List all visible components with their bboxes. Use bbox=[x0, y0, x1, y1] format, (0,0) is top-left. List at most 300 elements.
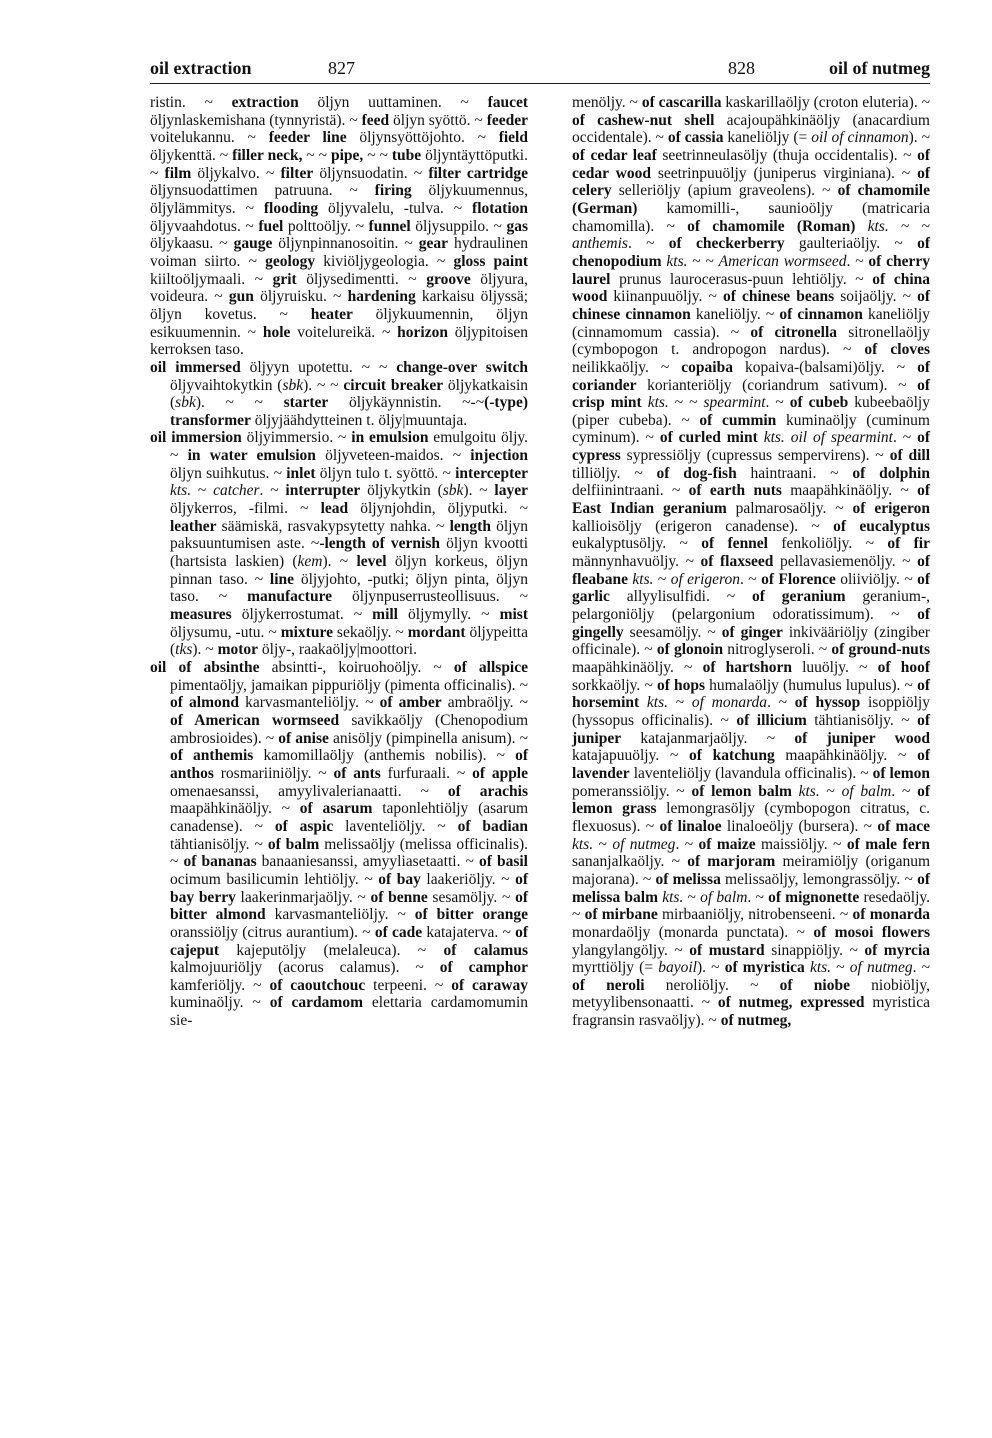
headword: mordant bbox=[407, 623, 466, 641]
headword: of checkerberry bbox=[668, 235, 785, 253]
definition-text: rosmariiniöljy. ~ bbox=[213, 764, 334, 782]
headword: lead bbox=[320, 500, 349, 518]
definition-text: ~ bbox=[191, 482, 214, 500]
definition-text: ). ~ bbox=[463, 482, 495, 500]
headword: of lavender bbox=[572, 747, 931, 782]
dictionary-entry bbox=[150, 429, 528, 659]
definition-text: öljykuumennin, öljyn esikuumennin. ~ bbox=[150, 305, 529, 341]
definition-text: seesamöljy. ~ bbox=[623, 623, 722, 641]
italic-note: bayoil bbox=[658, 959, 697, 977]
headword: level bbox=[356, 553, 387, 571]
headword: of marjoram bbox=[687, 853, 776, 871]
definition-text: öljykaasu. ~ bbox=[150, 235, 234, 253]
headword: of basil bbox=[478, 853, 528, 871]
definition-text bbox=[639, 694, 647, 711]
headword: film bbox=[164, 164, 192, 182]
definition-text: fenkoliöljy. ~ bbox=[768, 535, 888, 553]
definition-text: ). ~ bbox=[908, 129, 930, 147]
definition-text: maapähkinäöljy. ~ bbox=[774, 747, 918, 765]
definition-text: voitelureikä. ~ bbox=[290, 323, 398, 341]
definition-text bbox=[855, 218, 867, 235]
definition-text: kuminaöljy. ~ bbox=[170, 994, 270, 1012]
definition-text: ). ~ bbox=[696, 959, 725, 977]
definition-text: maissiöljy. ~ bbox=[755, 835, 847, 853]
definition-text: öljynsuodattimen patruuna. ~ bbox=[150, 182, 375, 200]
definition-text: myristica fragransin rasvaöljy). ~ bbox=[572, 994, 930, 1030]
headword: of camphor bbox=[439, 959, 529, 977]
definition-text: geranium-, pelargoniöljy (pelargonium odoratissimum). ~ bbox=[572, 588, 930, 624]
italic-note: of balm bbox=[841, 782, 892, 800]
italic-note: sbk bbox=[442, 482, 464, 500]
definition-text: oranssiöljy (citrus aurantium). ~ bbox=[170, 923, 375, 941]
headword: of mignonette bbox=[768, 888, 860, 906]
definition-text: neroliöljy. ~ bbox=[644, 976, 780, 994]
definition-text: sesamöljy. ~ bbox=[427, 888, 516, 906]
headword: of china wood bbox=[572, 270, 931, 306]
definition-text: öljynpinnanosoitin. ~ bbox=[272, 235, 419, 253]
headword: measures bbox=[170, 606, 232, 624]
italic-note: kts. bbox=[647, 394, 669, 412]
definition-text: laventeliöljy. ~ bbox=[333, 817, 458, 835]
headword: in emulsion bbox=[351, 429, 429, 447]
headword: of eucalyptus bbox=[833, 517, 930, 535]
definition-text: öljykuumennus, öljylämmitys. ~ bbox=[150, 182, 528, 217]
definition-text: kamomilli-, saunioöljy (matricaria chamomilla). ~ bbox=[572, 199, 930, 235]
definition-text: sananjalkaöljy. ~ bbox=[572, 853, 688, 871]
definition-text: allyylisulfidi. ~ bbox=[609, 588, 753, 606]
definition-text: öljysedimentti. ~ bbox=[296, 270, 427, 288]
headword: fuel bbox=[258, 217, 284, 235]
headword: of calamus bbox=[443, 941, 528, 959]
definition-text: öljypitoisen kerroksen taso. bbox=[150, 323, 528, 359]
definition-text: humalaöljy (humulus lupulus). ~ bbox=[705, 676, 918, 694]
definition-text: soijaöljy. ~ bbox=[834, 288, 918, 306]
headword: of cloves bbox=[864, 341, 930, 359]
headword: of bitter orange bbox=[414, 906, 528, 924]
definition-text: ristin. ~ bbox=[150, 94, 232, 111]
definition-text: voitelukannu. ~ bbox=[150, 129, 269, 147]
headword: length bbox=[449, 517, 491, 535]
headword: of crisp mint bbox=[572, 376, 930, 412]
definition-text: tilliöljy. ~ bbox=[572, 464, 657, 482]
italic-note: kts. bbox=[666, 252, 688, 270]
headword: of lemon balm bbox=[691, 782, 792, 800]
headword: of cashew-nut shell bbox=[572, 111, 715, 129]
headword: of cinnamon bbox=[779, 305, 863, 323]
headword: (-type) transformer bbox=[170, 394, 528, 429]
headword: feeder bbox=[486, 111, 528, 129]
headword: of melissa balm bbox=[572, 870, 930, 906]
definition-text: maapähkinäöljy. ~ bbox=[572, 659, 703, 676]
definition-text: öljyn paksuuntumisen aste. ~ bbox=[170, 517, 528, 553]
definition-text: öljyjohto, -putki; öljyn pinta, öljyn taso. ~ bbox=[170, 570, 528, 606]
definition-text: melissaöljy, lemongrassöljy. ~ bbox=[720, 870, 918, 888]
definition-text: öljynjohdin, öljyputki. ~ bbox=[348, 500, 528, 518]
headword: field bbox=[498, 129, 528, 147]
headword: circuit breaker bbox=[343, 376, 444, 394]
definition-text: sypressiöljy (cupressus sempervirens). ~ bbox=[620, 447, 890, 465]
headword: of cardamom bbox=[269, 994, 363, 1012]
definition-text: kamferiöljy. ~ bbox=[170, 976, 270, 994]
headword: of chamomile (Roman) bbox=[687, 217, 856, 235]
definition-text: öljykenttä. ~ bbox=[150, 146, 233, 164]
headword: of lemon bbox=[872, 764, 930, 782]
definition-text: . ~ bbox=[912, 959, 931, 977]
headword: of bananas bbox=[183, 853, 257, 871]
right-guide-word: oil of nutmeg bbox=[829, 58, 930, 78]
headword: of cajeput bbox=[170, 923, 528, 959]
headword: leather bbox=[170, 517, 217, 535]
italic-note: anthemis bbox=[572, 235, 628, 253]
definition-text: absintti-, koiruohoöljy. ~ bbox=[259, 659, 454, 676]
headword: layer bbox=[494, 482, 528, 500]
headword: of ants bbox=[333, 764, 381, 782]
headword: firing bbox=[374, 182, 412, 200]
italic-note: of monarda bbox=[691, 694, 768, 712]
headword: of cummin bbox=[699, 411, 777, 429]
definition-text bbox=[792, 783, 799, 800]
headword: of mace bbox=[877, 817, 930, 835]
italic-note: oil of cinnamon bbox=[811, 129, 909, 147]
definition-text: niobiöljy, metyylibensonaatti. ~ bbox=[572, 976, 930, 1012]
headword: of bitter almond bbox=[170, 888, 528, 924]
italic-note: kts. bbox=[662, 888, 684, 906]
definition-text: sorkkaöljy. ~ bbox=[572, 676, 657, 694]
headword: of glonoin bbox=[656, 641, 724, 659]
headword: of Florence bbox=[761, 570, 836, 588]
headword: of anthos bbox=[170, 747, 528, 782]
headword: oil immersion bbox=[150, 429, 242, 447]
definition-text: kamomillaöljy (anthemis nobilis). ~ bbox=[253, 747, 516, 765]
headword: funnel bbox=[368, 217, 411, 235]
definition-text: pimentaöljy, jamaikan pippuriöljy (pimenta officinalis). ~ bbox=[170, 676, 528, 694]
headword: of earth nuts bbox=[688, 482, 782, 500]
definition-text: tähtianisöljy. ~ bbox=[170, 835, 268, 853]
headword: of hops bbox=[656, 676, 706, 694]
definition-text: korianteriöljy (coriandrum sativum). ~ bbox=[636, 376, 918, 394]
definition-text: kiiltoöljymaali. ~ bbox=[150, 270, 273, 288]
definition-text: öljykatkaisin ( bbox=[170, 376, 529, 412]
definition-text: ). ~ ~ bbox=[303, 376, 344, 394]
headword: oil immersed bbox=[150, 358, 241, 376]
headword: of hyssop bbox=[794, 694, 861, 712]
headword: of American wormseed bbox=[170, 711, 340, 729]
italic-note: tks bbox=[175, 641, 193, 659]
definition-text: kalmojuuriöljy (acorus calamus). ~ bbox=[170, 959, 440, 977]
definition-text: maapähkinäöljy. ~ bbox=[781, 482, 918, 500]
headword: gun bbox=[228, 288, 254, 306]
italic-note: kem bbox=[297, 553, 323, 571]
definition-text: öljyvaahdotus. ~ bbox=[150, 217, 259, 235]
definition-text: öljymylly. ~ bbox=[398, 606, 500, 624]
definition-text: öljykerrostumat. ~ bbox=[231, 606, 373, 624]
definition-text: sinappiöljy. ~ bbox=[764, 941, 865, 959]
definition-text: öljyvaihtokytkin ( bbox=[170, 376, 283, 394]
headword: of cassia bbox=[667, 129, 724, 147]
definition-text: emulgoitu öljy. ~ bbox=[170, 429, 528, 465]
definition-text: kubeebaöljy (piper cubeba). ~ bbox=[572, 394, 930, 429]
definition-text: kallioisöljy (erigeron canadense). ~ bbox=[572, 517, 834, 535]
definition-text: öljykalvo. ~ bbox=[191, 164, 281, 182]
definition-text: ~ ~ bbox=[363, 146, 392, 164]
dictionary-entry bbox=[150, 659, 528, 1030]
headword: of hartshorn bbox=[702, 659, 792, 676]
italic-note: kts. bbox=[798, 782, 820, 800]
headword: of coriander bbox=[572, 358, 930, 394]
headword: of male fern bbox=[846, 835, 931, 853]
headword: of cascarilla bbox=[641, 94, 722, 111]
definition-text: sitronellaöljy (cymbopogon t. andropogon nardus). ~ bbox=[572, 323, 931, 359]
definition-text: eukalyptusöljy. ~ bbox=[572, 535, 702, 553]
headword: of mustard bbox=[689, 941, 765, 959]
headword: of fleabane bbox=[572, 553, 930, 588]
definition-text: ~ bbox=[653, 570, 671, 588]
headword: of myristica bbox=[724, 959, 805, 977]
definition-text: säämiskä, rasvakypsytetty nahka. ~ bbox=[216, 517, 450, 535]
definition-text: isoppiöljy (hyssopus officinalis). ~ bbox=[572, 694, 930, 729]
definition-text: maapähkinäöljy. ~ bbox=[170, 800, 300, 818]
headword: manufacture bbox=[247, 588, 333, 606]
italic-note: catcher bbox=[213, 482, 260, 500]
definition-text: karvasmanteliöljy. ~ bbox=[265, 906, 415, 924]
dictionary-entry bbox=[572, 94, 930, 1030]
italic-note: kts. bbox=[170, 482, 192, 500]
definition-text: öljyyn upotettu. ~ ~ bbox=[240, 358, 397, 376]
definition-text: kaneliöljy (= bbox=[723, 129, 812, 147]
headword: of fennel bbox=[701, 535, 768, 553]
definition-text: ~ bbox=[831, 959, 850, 977]
running-header bbox=[150, 58, 930, 82]
italic-note: of erigeron bbox=[670, 570, 740, 588]
definition-text: kaskarillaöljy (croton eluteria). ~ bbox=[721, 94, 930, 111]
headword: of juniper bbox=[572, 711, 930, 747]
definition-text: . ~ bbox=[675, 835, 699, 853]
definition-text: kopaiva-(balsami)öljy. ~ bbox=[732, 358, 918, 376]
headword: of amber bbox=[379, 694, 442, 712]
headword: of garlic bbox=[572, 570, 931, 606]
definition-text: öljyvalelu, -tulva. ~ bbox=[318, 199, 473, 217]
headword: faucet bbox=[487, 94, 529, 111]
headword: gear bbox=[418, 235, 448, 253]
headword: change-over switch bbox=[396, 358, 528, 376]
headword: of asarum bbox=[299, 800, 373, 818]
definition-text: luuöljy. ~ bbox=[791, 659, 878, 676]
headword: of curled mint bbox=[659, 429, 758, 447]
headword: intercepter bbox=[455, 464, 528, 482]
definition-text: seetrinpuuöljy (juniperus virginiana). ~ bbox=[650, 164, 918, 182]
definition-text: delfiinintraani. ~ bbox=[572, 482, 689, 500]
headword: of balm bbox=[267, 835, 320, 853]
headword: of mosoi flowers bbox=[813, 923, 930, 941]
headword: flooding bbox=[263, 199, 319, 217]
italic-note: spearmint bbox=[703, 394, 766, 412]
definition-text: öljykäynnistin. ~-~ bbox=[328, 394, 485, 412]
headword: of dog-fish bbox=[656, 464, 737, 482]
headword: oil of absinthe bbox=[150, 659, 260, 676]
italic-note: kts. bbox=[809, 959, 832, 977]
definition-text: öljyn suihkutus. ~ bbox=[170, 464, 287, 482]
definition-text: öljyjäähdytteinen t. öljy|muuntaja. bbox=[250, 411, 468, 429]
definition-text: öljyimmersio. ~ bbox=[241, 429, 352, 447]
headword: of chinese cinnamon bbox=[572, 288, 930, 323]
definition-text: savikkaöljy (Chenopodium ambrosioides). ~ bbox=[170, 711, 529, 747]
italic-note: kts. bbox=[572, 835, 594, 853]
definition-text: furfuraali. ~ bbox=[380, 764, 473, 782]
definition-text: ylangylangöljy. ~ bbox=[572, 941, 690, 959]
headword: inlet bbox=[286, 464, 316, 482]
definition-text: ~ ~ bbox=[687, 252, 719, 270]
definition-text: ~ bbox=[668, 694, 692, 712]
definition-text: resedaöljy. ~ bbox=[572, 888, 931, 924]
definition-text: ~ bbox=[683, 888, 701, 906]
headword: hardening bbox=[347, 288, 416, 306]
italic-note: kts. oil of spearmint bbox=[763, 429, 893, 447]
headword: injection bbox=[470, 447, 528, 465]
headword: of geranium bbox=[752, 588, 846, 606]
headword: of melissa bbox=[655, 870, 721, 888]
headword: mist bbox=[499, 606, 528, 624]
right-column bbox=[572, 94, 930, 1030]
headword: of erigeron bbox=[852, 500, 931, 518]
definition-text: katajaterva. ~ bbox=[422, 923, 516, 941]
headword: hole bbox=[262, 323, 291, 341]
definition-text: männynhavuöljy. ~ bbox=[572, 553, 701, 571]
headword: of katchung bbox=[689, 747, 775, 765]
right-page-number: 828 bbox=[728, 58, 755, 78]
headword: of celery bbox=[572, 164, 930, 200]
definition-text: kuminaöljy (cuminum cyminum). ~ bbox=[572, 411, 930, 447]
headword: -length of vernish bbox=[319, 535, 441, 553]
definition-text: öljyn syöttö. ~ bbox=[389, 111, 487, 129]
header-rule bbox=[150, 83, 930, 84]
definition-text: . ~ bbox=[846, 252, 869, 270]
definition-text: öljyveteen-maidos. ~ bbox=[315, 447, 471, 465]
definition-text: omenaesanssi, amyylivalerianaatti. ~ bbox=[170, 782, 448, 800]
italic-note: of balm bbox=[700, 888, 748, 906]
headword: pipe, bbox=[331, 146, 364, 164]
definition-text: laventeliöljy (lavandula officinalis). ~ bbox=[629, 764, 873, 782]
headword: of monarda bbox=[852, 906, 930, 924]
definition-text: karkaisu öljyssä; öljyn kovetus. ~ bbox=[150, 288, 529, 323]
headword: feed bbox=[361, 111, 390, 129]
dictionary-entry bbox=[150, 94, 528, 359]
definition-text: selleriöljy (apium graveolens). ~ bbox=[611, 182, 838, 200]
headword: of chenopodium bbox=[572, 235, 930, 270]
definition-text: pomeranssiöljy. ~ bbox=[572, 782, 692, 800]
headword: of cypress bbox=[572, 429, 930, 465]
headword: of nutmeg, bbox=[720, 1012, 792, 1030]
definition-text: polttoöljy. ~ bbox=[283, 217, 369, 235]
definition-text: monardaöljy (monarda punctata). ~ bbox=[572, 923, 814, 941]
headword: of myrcia bbox=[864, 941, 930, 959]
definition-text: melissaöljy (melissa officinalis). ~ bbox=[170, 835, 529, 871]
definition-text: nitroglyseroli. ~ bbox=[723, 641, 832, 659]
headword: of niobe bbox=[779, 976, 850, 994]
definition-text: öljyruisku. ~ bbox=[253, 288, 348, 306]
headword: of fir bbox=[887, 535, 930, 553]
headword: of nutmeg, expressed bbox=[717, 994, 865, 1012]
definition-text: öljynsuodatin. ~ bbox=[313, 164, 429, 182]
definition-text: seetrinneulasöljy (thuja occidentalis). ~ bbox=[656, 146, 918, 164]
headword: of illicium bbox=[736, 711, 807, 729]
definition-text: anisöljy (pimpinella anisum). ~ bbox=[328, 729, 529, 747]
headword: of badian bbox=[457, 817, 529, 835]
definition-text: palmarosaöljy. ~ bbox=[726, 500, 853, 518]
definition-text: öljyura, voideura. ~ bbox=[150, 270, 529, 306]
headword: of ground-nuts bbox=[831, 641, 930, 659]
headword: of aspic bbox=[274, 817, 334, 835]
definition-text: ~ bbox=[593, 835, 613, 853]
definition-text: . ~ bbox=[891, 782, 918, 800]
definition-text: . ~ bbox=[739, 570, 762, 588]
headword: of cherry laurel bbox=[572, 252, 930, 288]
definition-text: katajanmarjaöljy. ~ bbox=[621, 729, 795, 747]
definition-text: mirbaaniöljy, nitrobenseeni. ~ bbox=[657, 906, 853, 924]
definition-text: öljyn kvootti (hartsista laskien) ( bbox=[170, 535, 528, 571]
headword: of cedar wood bbox=[572, 146, 930, 182]
definition-text: pellavasiemenöljy. ~ bbox=[773, 553, 918, 571]
headword: of caoutchouc bbox=[269, 976, 366, 994]
headword: extraction bbox=[231, 94, 299, 111]
definition-text: linaloeöljy (bursera). ~ bbox=[721, 817, 878, 835]
headword: filter cartridge bbox=[428, 164, 529, 182]
definition-text: öljynlaskemishana (tynnyristä). ~ bbox=[150, 111, 362, 129]
headword: of flaxseed bbox=[700, 553, 774, 571]
headword: filler neck, bbox=[232, 146, 303, 164]
headword: of mirbane bbox=[584, 906, 658, 924]
headword: starter bbox=[283, 394, 329, 412]
headword: of hoof bbox=[877, 659, 930, 676]
left-column bbox=[150, 94, 528, 1030]
headword: of maize bbox=[698, 835, 756, 853]
definition-text: . ~ bbox=[259, 482, 286, 500]
definition-text: . ~ bbox=[627, 235, 669, 253]
definition-text: ~ ~ bbox=[302, 146, 331, 164]
definition-text: ~ ~ bbox=[668, 394, 704, 412]
definition-text: öljyntäyttöputki. ~ bbox=[150, 146, 528, 182]
headword: grit bbox=[272, 270, 297, 288]
left-guide-word: oil extraction bbox=[150, 58, 252, 78]
headword: of cedar leaf bbox=[572, 146, 657, 164]
headword: copaiba bbox=[681, 358, 733, 376]
headword: horizon bbox=[397, 323, 448, 341]
headword: motor bbox=[217, 641, 259, 659]
italic-note: of nutmeg bbox=[612, 835, 676, 853]
headword: of neroli bbox=[572, 976, 645, 994]
definition-text: ocimum basilicumin lehtiöljy. ~ bbox=[170, 870, 379, 888]
headword: flotation bbox=[472, 199, 528, 217]
definition-text: lemongrasöljy (cymbopogon citratus, c. flexuosus). ~ bbox=[572, 800, 930, 835]
headword: of anthemis bbox=[170, 747, 254, 765]
headword: of cade bbox=[374, 923, 423, 941]
definition-text: prunus laurocerasus-puun lehtiöljy. ~ bbox=[610, 270, 873, 288]
headword: of juniper wood bbox=[794, 729, 930, 747]
italic-note: kts. bbox=[646, 694, 668, 712]
definition-text: öljykytkin ( bbox=[360, 482, 443, 500]
headword: mixture bbox=[280, 623, 333, 641]
definition-text: terpeeni. ~ bbox=[365, 976, 452, 994]
definition-text: ambraöljy. ~ bbox=[441, 694, 528, 712]
italic-note: kts. bbox=[632, 570, 654, 588]
definition-text: kaneliöljy. ~ bbox=[690, 305, 780, 323]
definition-text: kiviöljygeologia. ~ bbox=[315, 252, 454, 270]
definition-text: sekaöljy. ~ bbox=[332, 623, 408, 641]
definition-text: ). ~ bbox=[322, 553, 357, 571]
definition-text: meiramiöljy (origanum majorana). ~ bbox=[572, 853, 931, 888]
definition-text: hydraulinen voiman siirto. ~ bbox=[150, 235, 528, 270]
italic-note: kts. bbox=[867, 217, 889, 235]
definition-text: banaaniesanssi, amyyliasetaatti. ~ bbox=[256, 853, 479, 871]
